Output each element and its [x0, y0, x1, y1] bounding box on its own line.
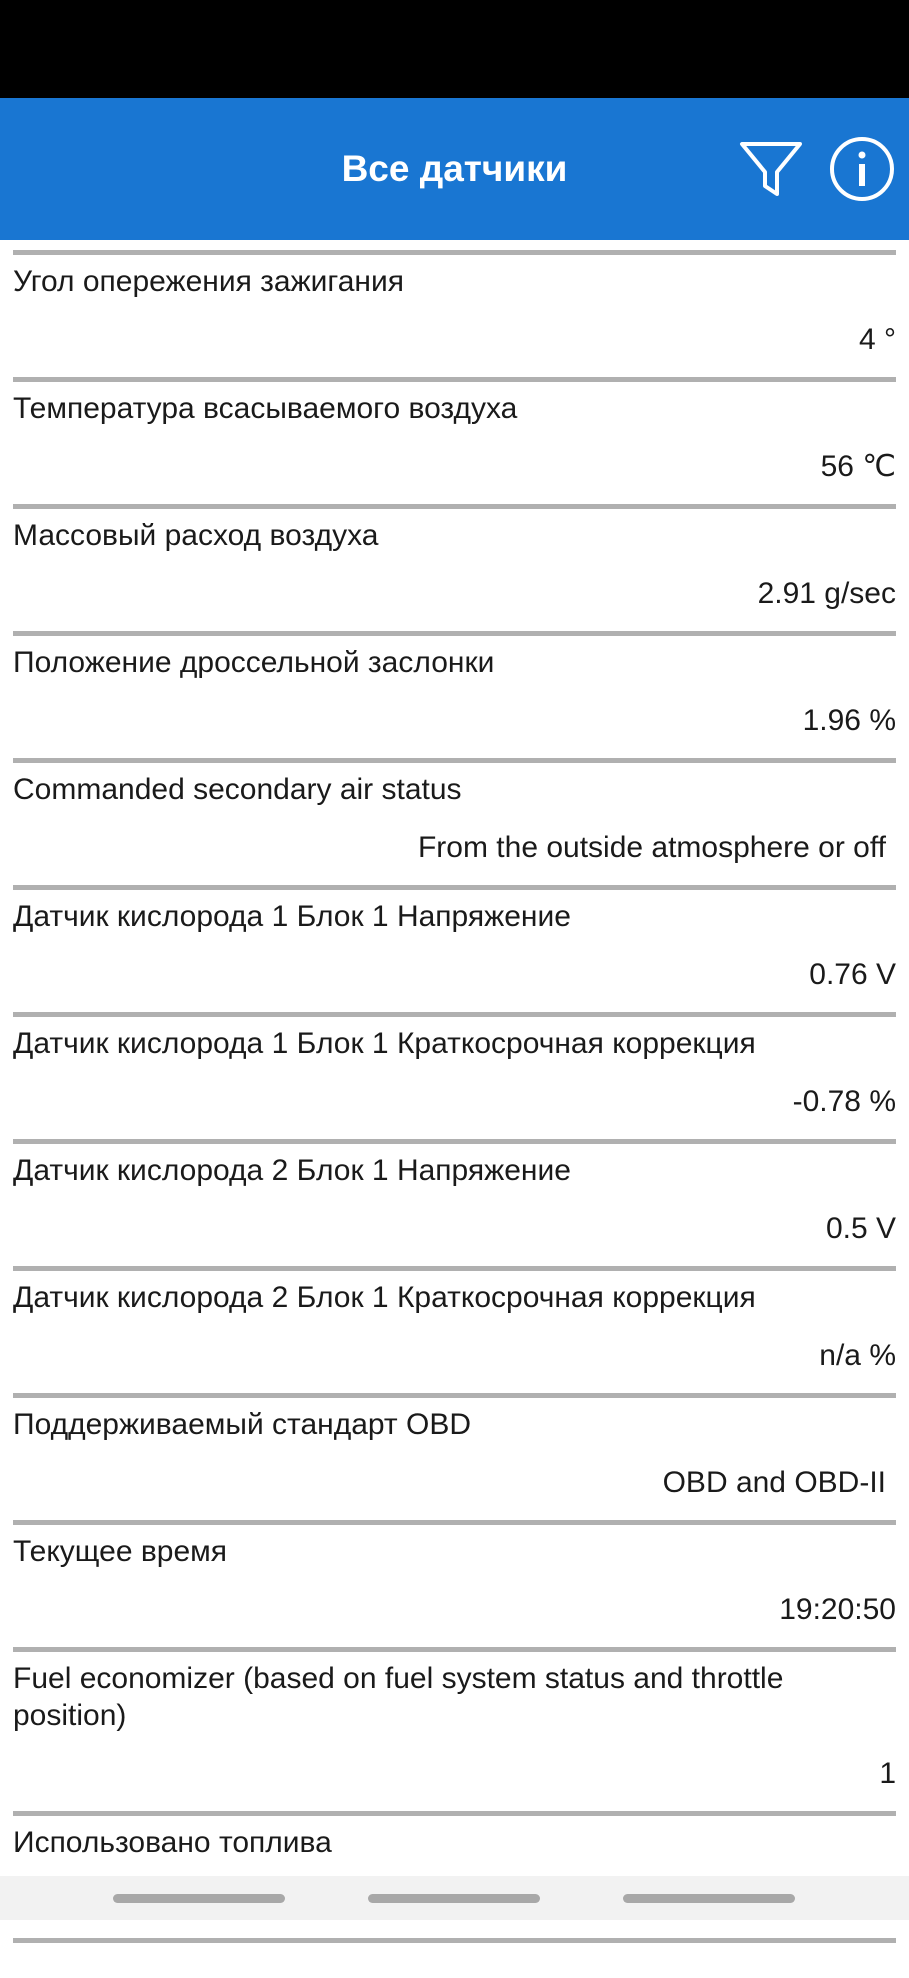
nav-recents-handle[interactable]: [623, 1894, 795, 1903]
sensor-label: Датчик кислорода 1 Блок 1 Напряжение: [13, 900, 571, 933]
sensor-row[interactable]: [13, 1393, 896, 1520]
sensor-label: Датчик кислорода 2 Блок 1 Напряжение: [13, 1154, 571, 1187]
filter-icon[interactable]: [736, 134, 806, 204]
sensor-label: Текущее время: [13, 1535, 228, 1568]
sensor-label: Поддерживаемый стандарт OBD: [13, 1408, 471, 1441]
app-bar: [0, 98, 909, 240]
sensor-label: Угол опережения зажигания: [13, 265, 404, 298]
sensor-label: Датчик кислорода 2 Блок 1 Краткосрочная коррекция: [13, 1281, 756, 1314]
sensor-row[interactable]: [13, 504, 896, 631]
sensor-label: Commanded secondary air status: [13, 773, 462, 806]
sensor-value: 19:20:50: [779, 1593, 896, 1626]
sensor-label: Fuel economizer (based on fuel system status and throttle position): [13, 1662, 784, 1732]
sensor-row[interactable]: [13, 631, 896, 758]
sensor-row-partial: [13, 1938, 896, 1978]
sensor-value: 56 ℃: [820, 450, 896, 483]
sensor-row[interactable]: [13, 250, 896, 377]
sensor-row[interactable]: [13, 377, 896, 504]
sensor-value: 2.91 g/sec: [757, 577, 896, 610]
sensor-value: OBD and OBD-II: [662, 1466, 886, 1499]
sensor-label: Положение дроссельной заслонки: [13, 646, 495, 679]
sensor-value: 1: [879, 1757, 896, 1790]
sensor-value: From the outside atmosphere or off: [417, 831, 886, 864]
sensor-label: Использовано топлива: [13, 1826, 332, 1859]
sensor-list[interactable]: [0, 240, 909, 1876]
sensor-row[interactable]: [13, 1266, 896, 1393]
nav-home-handle[interactable]: [368, 1894, 540, 1903]
sensor-value: 4 °: [858, 323, 896, 356]
sensor-value: -0.78 %: [792, 1085, 896, 1118]
sensor-value: 0.5 V: [825, 1212, 896, 1245]
sensor-label: Массовый расход воздуха: [13, 519, 379, 552]
sensor-value: 0.76 V: [809, 958, 896, 991]
info-icon[interactable]: [827, 134, 897, 204]
navigation-bar: [0, 1876, 909, 1920]
sensor-row[interactable]: [13, 1139, 896, 1266]
status-bar: [0, 0, 909, 98]
sensor-value: 1.96 %: [802, 704, 896, 737]
page-title: Все датчики: [341, 148, 568, 189]
sensor-row[interactable]: [13, 1647, 896, 1811]
sensor-row[interactable]: [13, 885, 896, 1012]
nav-back-handle[interactable]: [113, 1894, 285, 1903]
sensor-row[interactable]: [13, 758, 896, 885]
sensor-value: n/a %: [819, 1339, 896, 1372]
sensor-row[interactable]: [13, 1012, 896, 1139]
sensor-label: Температура всасываемого воздуха: [13, 392, 518, 425]
sensor-row[interactable]: [13, 1520, 896, 1647]
sensor-label: Датчик кислорода 1 Блок 1 Краткосрочная коррекция: [13, 1027, 756, 1060]
